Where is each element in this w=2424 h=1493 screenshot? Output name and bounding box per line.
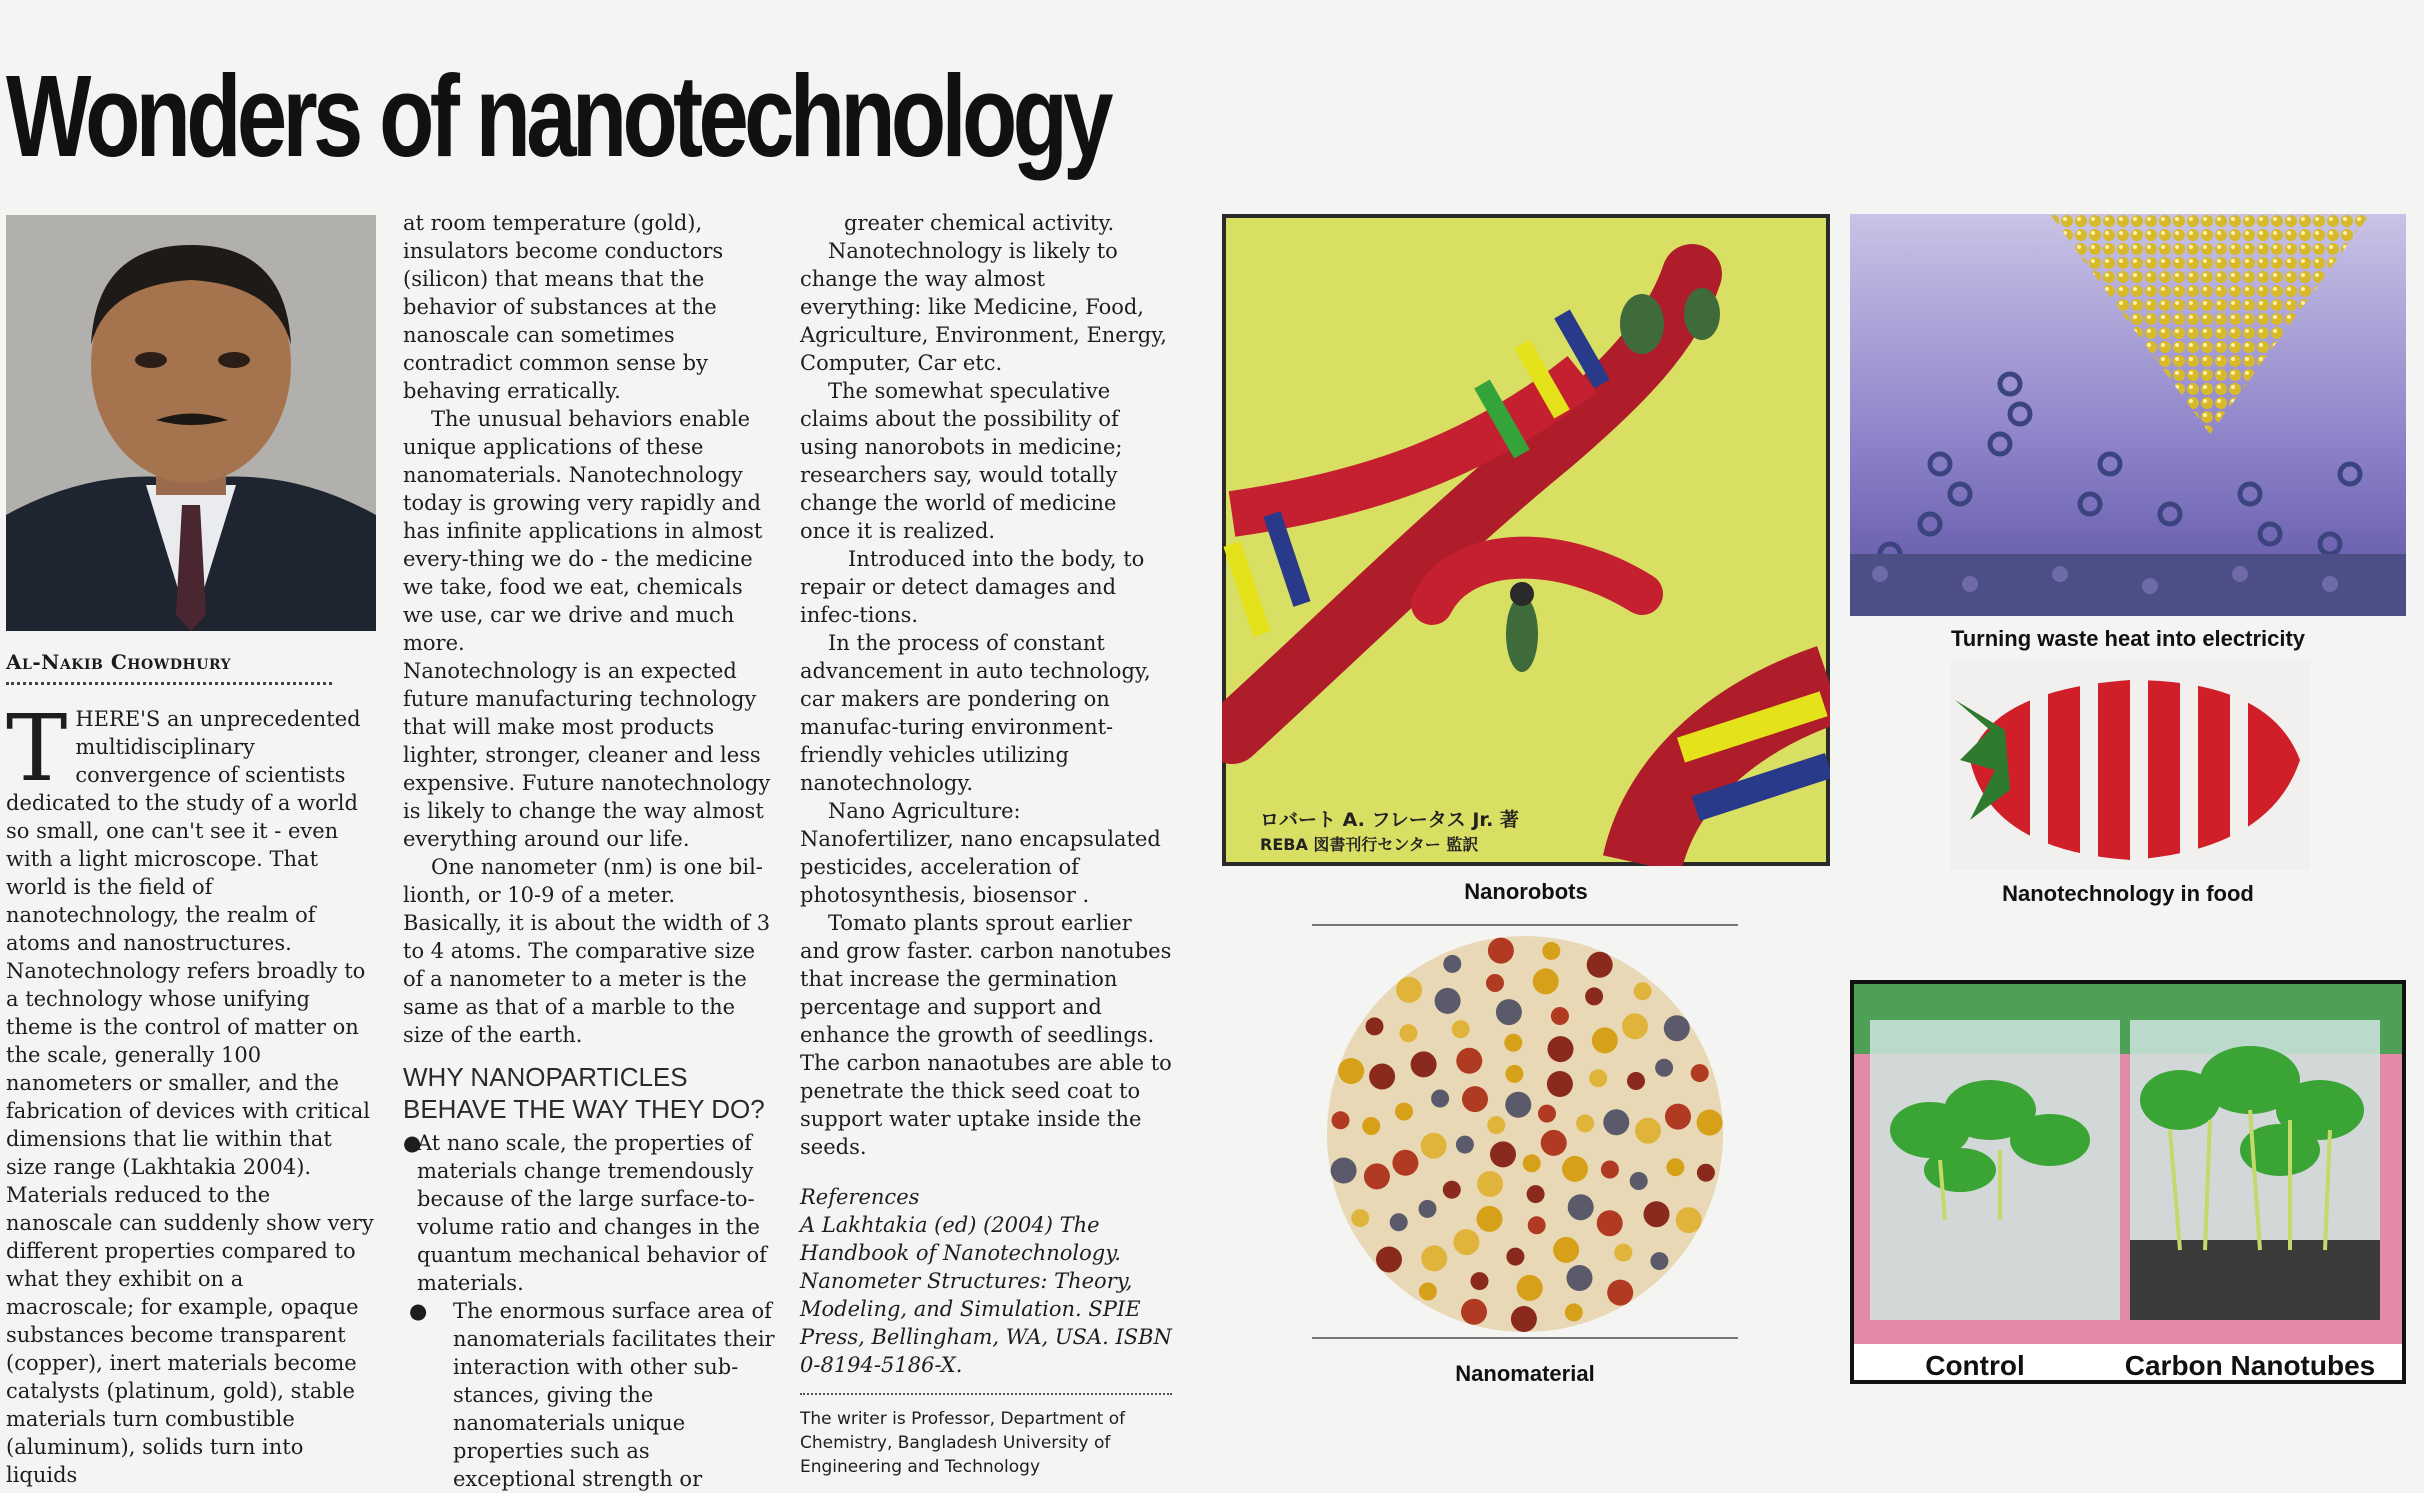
atom bbox=[1565, 1303, 1583, 1321]
atom bbox=[1601, 1161, 1619, 1179]
atom bbox=[1614, 1244, 1632, 1262]
references-text: A Lakhtakia (ed) (2004) The Handbook of Nanotechnology. Nanometer Structures: Theory, Modeling, and Simulation. SPIE Press, Bellingham, WA, USA. ISBN 0-8194-5186-X. bbox=[800, 1213, 1172, 1377]
atom bbox=[1644, 1201, 1670, 1227]
paragraph: Nanotechnology is an expected future manufacturing technology that will make most products lighter, stronger, cleaner and less expensive. Future nanotechnology is likely to change the way almost everything around our life. bbox=[403, 659, 771, 851]
atom bbox=[1490, 1141, 1516, 1167]
atom bbox=[1597, 1210, 1623, 1236]
bullet-icon: ● bbox=[403, 1131, 422, 1155]
paragraph: In the process of constant advancement in auto technology, car makers are pondering on manufac-turing environment-friendly vehicles utilizing nanotechnology. bbox=[800, 631, 1151, 795]
atom bbox=[1568, 1194, 1594, 1220]
atom bbox=[1576, 1114, 1594, 1132]
atom bbox=[1443, 955, 1461, 973]
caption-nanorobots: Nanorobots bbox=[1464, 879, 1588, 904]
atom bbox=[1538, 1105, 1556, 1123]
paragraph: Tomato plants sprout earlier and grow faster. carbon nanotubes that increase the germination percentage and support and enhance the growth of seedlings. The carbon nanaotubes are able to penetrate the thick seed coat to support water uptake inside the seeds. bbox=[800, 911, 1172, 1159]
atom bbox=[1396, 977, 1422, 1003]
atom bbox=[1504, 1034, 1522, 1052]
atom bbox=[1589, 1069, 1607, 1087]
atom bbox=[1528, 1216, 1546, 1234]
atom bbox=[1487, 1116, 1505, 1134]
atom bbox=[1548, 1036, 1574, 1062]
atom bbox=[1505, 1092, 1531, 1118]
atom bbox=[1527, 1185, 1545, 1203]
atom bbox=[1587, 952, 1613, 978]
article-column-3 bbox=[800, 209, 1172, 1479]
paragraph: One nanometer (nm) is one bil-lionth, or 10-9 of a meter. Basically, it is about the width of 3 to 4 atoms. The comparative size of a nanometer to a meter is the same as that of a marble to the size of the earth. bbox=[403, 855, 771, 1047]
atom bbox=[1369, 1064, 1395, 1090]
bullet-icon: ● bbox=[409, 1299, 428, 1323]
atom bbox=[1456, 1136, 1474, 1154]
author-photo bbox=[6, 215, 376, 631]
atom bbox=[1627, 1072, 1645, 1090]
paragraph: The unusual behaviors enable unique applications of these nanomaterials. Nanotechnology today is growing very rapidly and has infinite applications in almost every-thing we do - the medicine we take, food we eat, chemicals we use, car we drive and much more. bbox=[403, 407, 763, 655]
atom bbox=[1622, 1013, 1648, 1039]
author-byline: Al-Nakib Chowdhury bbox=[6, 650, 332, 685]
atom bbox=[1431, 1090, 1449, 1108]
atom bbox=[1366, 1017, 1384, 1035]
article-column-1 bbox=[6, 695, 376, 1489]
atom bbox=[1655, 1059, 1673, 1077]
atom bbox=[1477, 1171, 1503, 1197]
paragraph: greater chemical activity. bbox=[844, 211, 1115, 235]
atom bbox=[1435, 988, 1461, 1014]
atom bbox=[1665, 1104, 1691, 1130]
atom bbox=[1400, 1024, 1418, 1042]
atom bbox=[1419, 1200, 1437, 1218]
atom bbox=[1488, 938, 1514, 964]
waste-heat-image bbox=[1850, 214, 2406, 616]
drop-cap: T bbox=[6, 695, 68, 802]
atom bbox=[1664, 1015, 1690, 1041]
bullet-item: ● At nano scale, the properties of materials change tremendously because of the large surface-to-volume ratio and changes in the quantum mechanical behavior of materials. bbox=[403, 1131, 767, 1295]
food-image bbox=[1950, 660, 2310, 870]
article-column-2 bbox=[403, 209, 777, 1493]
paragraph: Nano Agriculture: Nanofertilizer, nano encapsulated pesticides, acceleration of photosynthesis, biosensor . bbox=[800, 799, 1161, 907]
atom bbox=[1666, 1158, 1684, 1176]
atom bbox=[1392, 1150, 1418, 1176]
paragraph: at room temperature (gold), insulators become conductors (silicon) that means that the behavior of substances at the nanoscale can sometimes contradict common sense by behaving erratically. bbox=[403, 211, 724, 403]
caption-control: Control bbox=[1925, 1350, 2025, 1381]
atom bbox=[1697, 1110, 1723, 1136]
atom bbox=[1453, 1229, 1479, 1255]
atom bbox=[1551, 1007, 1569, 1025]
paragraph: Nanotechnology is likely to change the way almost everything: like Medicine, Food, Agriculture, Environment, Energy, Computer, Car etc. bbox=[800, 239, 1167, 375]
atom bbox=[1421, 1245, 1447, 1271]
atom bbox=[1351, 1209, 1369, 1227]
nanorobots-image bbox=[1222, 214, 1830, 866]
atom bbox=[1585, 987, 1603, 1005]
atom bbox=[1462, 1086, 1488, 1112]
atom bbox=[1541, 1130, 1567, 1156]
headline: Wonders of nanotechnology bbox=[6, 51, 1109, 181]
atom bbox=[1592, 1027, 1618, 1053]
atom bbox=[1477, 1206, 1503, 1232]
atom bbox=[1331, 1158, 1357, 1184]
atom bbox=[1364, 1163, 1390, 1189]
atom bbox=[1547, 1071, 1573, 1097]
atom bbox=[1362, 1117, 1380, 1135]
atom bbox=[1456, 1048, 1482, 1074]
atom bbox=[1630, 1172, 1648, 1190]
image-credit-text: ロバート A. フレータス Jr. 著 bbox=[1260, 809, 1519, 831]
atom bbox=[1376, 1247, 1402, 1273]
atom bbox=[1603, 1109, 1629, 1135]
atom bbox=[1411, 1051, 1437, 1077]
atom bbox=[1523, 1154, 1541, 1172]
atom bbox=[1697, 1164, 1715, 1182]
lead-paragraph: THERE'S an unprecedented multidisciplinary convergence of scientists dedicated to the study of a world so small, one can't see it - even with a light microscope. That world is the field of nanotechnology, the realm of atoms and nanostructures. Nanotechnology refers broadly to a technology whose unifying theme is the control of matter on the scale, generally 100 nanometers or smaller, and the fabrication of devices with critical dimensions that lie within that size range (Lakhtakia 2004). Materials reduced to the nanoscale can suddenly show very different properties compared to what they exhibit on a macroscale; for example, opaque substances become transparent (copper), inert materials become catalysts (platinum, gold), stable materials turn combustible (aluminum), solids turn into liquids bbox=[6, 695, 374, 1487]
atom bbox=[1511, 1306, 1537, 1332]
atom bbox=[1452, 1020, 1470, 1038]
atom bbox=[1634, 982, 1652, 1000]
atom bbox=[1517, 1275, 1543, 1301]
atom bbox=[1505, 1065, 1523, 1083]
bullet-item: ● The enormous surface area of nanomaterials facilitates their interaction with other sub-stances, giving the nanomaterials unique properties such as exceptional strength or bbox=[403, 1297, 777, 1493]
references-label: References bbox=[800, 1185, 920, 1209]
atom bbox=[1635, 1118, 1661, 1144]
atom bbox=[1506, 1248, 1524, 1266]
atom bbox=[1390, 1213, 1408, 1231]
atom bbox=[1607, 1280, 1633, 1306]
paragraph: The somewhat speculative claims about the possibility of using nanorobots in medicine; researchers say, would totally change the world of medicine once it is realized. bbox=[800, 379, 1123, 543]
atom bbox=[1567, 1265, 1593, 1291]
atom bbox=[1419, 1283, 1437, 1301]
atom bbox=[1443, 1181, 1461, 1199]
atom bbox=[1421, 1133, 1447, 1159]
atom bbox=[1691, 1064, 1709, 1082]
atom bbox=[1650, 1252, 1668, 1270]
writer-note: The writer is Professor, Department of Chemistry, Bangladesh University of Engineering and Technology bbox=[800, 1393, 1172, 1479]
nanomaterial-image bbox=[1312, 922, 1738, 1342]
atom bbox=[1486, 974, 1504, 992]
subhead: WHY NANOPARTICLES BEHAVE THE WAY THEY DO? bbox=[403, 1062, 765, 1124]
atom bbox=[1676, 1207, 1702, 1233]
atom bbox=[1338, 1058, 1364, 1084]
caption-waste-heat: Turning waste heat into electricity bbox=[1950, 626, 2306, 651]
atom bbox=[1553, 1237, 1579, 1263]
atom bbox=[1542, 942, 1560, 960]
caption-nanomaterial: Nanomaterial bbox=[1455, 1361, 1595, 1386]
paragraph: Introduced into the body, to repair or detect damages and infec-tions. bbox=[800, 547, 1145, 627]
atom bbox=[1471, 1272, 1489, 1290]
caption-carbon-nanotubes: Carbon Nanotubes bbox=[2124, 1350, 2376, 1381]
atom bbox=[1496, 999, 1522, 1025]
atom bbox=[1395, 1103, 1413, 1121]
image-credit-text: REBA 図書刊行センター 監訳 bbox=[1260, 835, 1479, 854]
atom bbox=[1562, 1156, 1588, 1182]
atom bbox=[1332, 1111, 1350, 1129]
atom bbox=[1533, 968, 1559, 994]
caption-food: Nanotechnology in food bbox=[2002, 881, 2254, 906]
seedlings-image bbox=[1850, 980, 2406, 1384]
atom bbox=[1461, 1299, 1487, 1325]
